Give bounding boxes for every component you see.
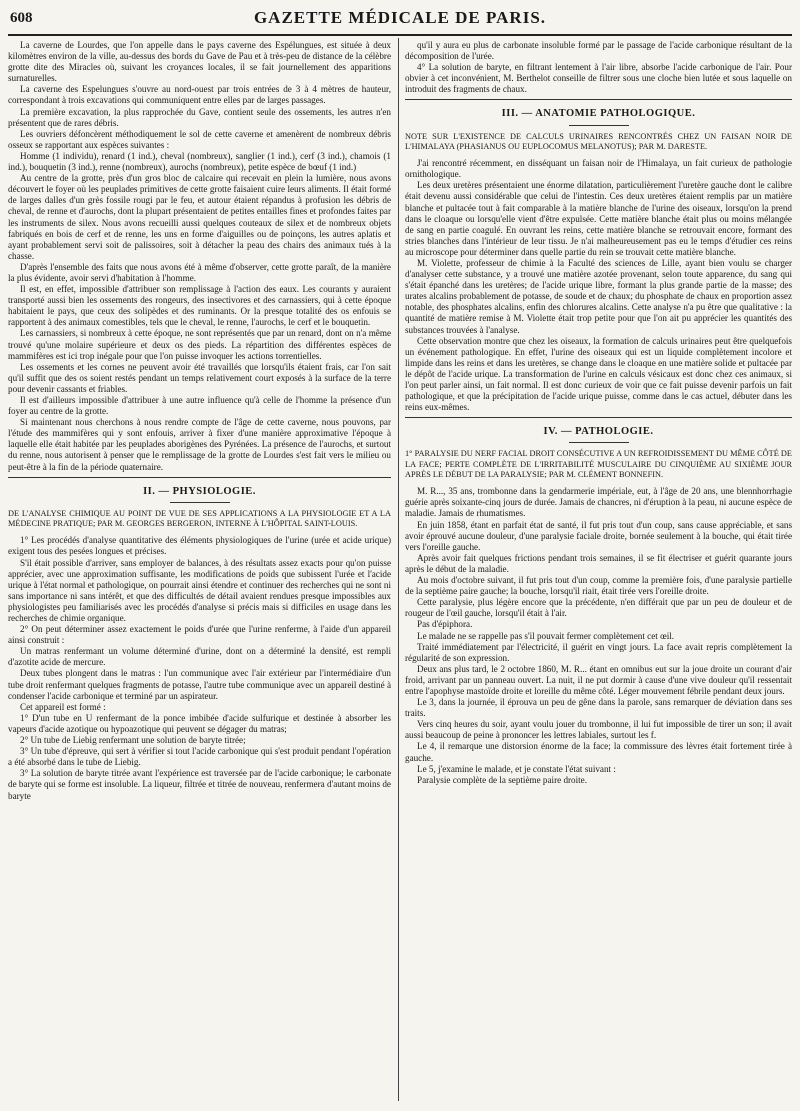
- left-column: [8, 40, 391, 1103]
- paragraph: Au centre de la grotte, près d'un gros bloc de calcaire qui recevait en plein la lumière, nous avons découvert le foyer où les peuplades primitives de cette grotte faisaient cuire leurs aliments. Il était formé de larges dalles d'un grès fossile rougi par le feu, et autour étaient répandus à profusion les débris de cheval, de renne et d'aurochs, dont la plupart présentaient de petites entailles fines et profondes faites par les instruments de silex. Nous avons recueilli aussi quelques couteaux de silex et de nombreux objets fabriqués en bois de cerf et de renne, les uns en forme d'aiguilles ou de poinçons, les autres aplatis et ayant probablement servi soit de palissoires, soit à détacher la peau des chairs des animaux tués à la chasse.: [8, 173, 391, 261]
- paragraph: Le 5, j'examine le malade, et je constate l'état suivant :: [417, 763, 616, 774]
- lourdes-cave-article: [8, 40, 391, 473]
- article-title-calculs-urinaires: NOTE SUR L'EXISTENCE DE CALCULS URINAIRES RENCONTRÉS CHEZ UN FAISAN NOIR DE L'HIMALAYA (PHASIANUS OU EUPLOCOMUS MELANOTUS); PAR M. DARESTE.: [405, 131, 792, 151]
- paragraph: La première excavation, la plus rapprochée du Gave, contient seule des ossements, les autres n'en présentent que de rares débris.: [8, 106, 391, 128]
- paragraph: 4° La solution de baryte, en filtrant lentement à l'air libre, absorbe l'acide carbonique de l'air. Pour obvier à cet inconvénient, M. Berthelot conseille de filtrer sous une cloche bien lutée et sous laquelle on introduit des fragments de chaux.: [405, 62, 792, 95]
- section-rule: [8, 477, 391, 478]
- paragraph: Homme (1 individu), renard (1 ind.), cheval (nombreux), sanglier (1 ind.), cerf (3 ind.), chamois (1 ind.), bouquetin (3 ind.), renne (nombreux), aurochs (nombreux), petite espèce de bœuf (1 ind.): [8, 150, 391, 173]
- paragraph: Le 3, dans la journée, il éprouva un peu de gêne dans la parole, sans remarquer de déviation dans ses traits.: [405, 697, 792, 719]
- article-title-analyse-chimique: DE L'ANALYSE CHIMIQUE AU POINT DE VUE DE SES APPLICATIONS A LA PHYSIOLOGIE ET A LA MÉDECINE PRATIQUE; PAR M. GEORGES BERGERON, INTERNE À L'HÔPITAL SAINT-LOUIS.: [8, 508, 391, 529]
- paragraph: Pas d'épiphora.: [417, 619, 473, 630]
- calculs-urinaires-article: [405, 158, 792, 413]
- paragraph: Le malade ne se rappelle pas s'il pouvait fermer complètement cet œil.: [417, 630, 675, 641]
- analyse-chimique-article: [8, 535, 391, 801]
- paragraph: qu'il y aura eu plus de carbonate insoluble formé par le passage de l'acide carbonique résultant de la décomposition de l'urée.: [405, 40, 792, 62]
- section-heading-pathologie: IV. — PATHOLOGIE.: [405, 426, 792, 443]
- paragraph: Les ossements et les cornes ne peuvent avoir été travaillés que lorsqu'ils étaient frais, car l'on sait qu'il suffit que des os soient restés pendant un temps relativement court exposés à la surface de la terre pour devenir cassants et friables.: [8, 361, 391, 394]
- paralysie-faciale-article: [405, 486, 792, 786]
- section-heading-anatomie-pathologique: III. — ANATOMIE PATHOLOGIQUE.: [405, 108, 792, 125]
- column-divider: [398, 38, 399, 1101]
- paragraph: Si maintenant nous cherchons à nous rendre compte de l'âge de cette caverne, nous pouvons, par l'étude des mammifères qui y sont enfouis, arriver à fixer d'une manière approximative l'époque à laquelle elle était habitée par les peuplades aborigènes des Pyrénées. La présence de l'aurochs, et surtout du renne, nous autorisent à penser que le remplissage de la grotte de Lourdes s'est fait vers le milieu ou peut-être à la fin de la période quaternaire.: [8, 417, 391, 472]
- paragraph: 2° On peut déterminer assez exactement le poids d'urée que l'urine renferme, à l'aide d'un appareil ainsi construit :: [8, 624, 391, 646]
- paragraph: Un matras renfermant un volume déterminé d'urine, dont on a déterminé la densité, est rempli d'azotite acide de mercure.: [8, 646, 391, 668]
- paragraph: M. R..., 35 ans, trombonne dans la gendarmerie impériale, eut, à l'âge de 20 ans, une blennhorrhagie guérie après soixante-cinq jours de durée. Jamais de chancres, ni d'éruption à la peau, ni aucune espèce de maladie. Jamais de rhumatismes.: [405, 486, 792, 519]
- paragraph: Les carnassiers, si nombreux à cette époque, ne sont représentés que par un renard, dont on n'a même trouvé qu'une molaire supérieure et deux os des pieds. La répartition des différentes espèces de mammifères est ici trop inégale pour que l'on puisse invoquer les actions torrentielles.: [8, 328, 391, 361]
- paragraph: La caverne des Espelungues s'ouvre au nord-ouest par trois entrées de 3 à 4 mètres de hauteur, correspondant à trois excavations qui communiquent entre elles par de larges passages.: [8, 84, 391, 106]
- page-header: [8, 6, 792, 36]
- paragraph: Cette observation montre que chez les oiseaux, la formation de calculs urinaires peut être quelquefois un événement pathologique. En effet, l'urine des oiseaux qui est un liquide complètement incolore et limpide dans les reins et dans les uretères, se change dans le cloaque en une matière solide et pultacée par le dépôt de l'acide urique. La transformation de l'urine en calculs vésicaux est donc chez ces animaux, si l'on peut parler ainsi, un fait normal. Il est donc curieux de voir que ce fait puisse devenir parfois un fait pathologique, et que la précipitation de l'acide urique puisse, comme dans le cas actuel, débuter dans les reins eux-mêmes.: [405, 335, 792, 413]
- paragraph: 2° Un tube de Liebig renfermant une solution de baryte titrée;: [20, 735, 246, 746]
- paragraph: Cet appareil est formé :: [20, 701, 106, 712]
- paragraph: Paralysie complète de la septième paire droite.: [417, 774, 588, 785]
- section-rule: [405, 99, 792, 100]
- paragraph: Il est, en effet, impossible d'attribuer son remplissage à l'action des eaux. Les courants y auraient transporté aussi bien les ossements des rongeurs, des insectivores et des carnassiers, qui à cette époque habitaient le pays, que ceux des solipèdes et des ruminants. Or la presque totalité des os enfouis se rapportent à des animaux comestibles, tels que le cheval, le renne, l'aurochs, le cerf et le bouquetin.: [8, 284, 391, 328]
- paragraph: En juin 1858, étant en parfait état de santé, il fut pris tout d'un coup, sans cause appréciable, et sans avoir éprouvé aucune douleur, d'une paralysie faciale droite, bornée seulement à la bouche, qui était tirée vers l'oreille gauche.: [405, 519, 792, 552]
- paragraph: Traité immédiatement par l'électricité, il guérit en vingt jours. La face avait repris complètement la régularité de son expression.: [405, 641, 792, 663]
- paragraph: Il est d'ailleurs impossible d'attribuer à une autre influence qu'à celle de l'homme la présence d'un foyer au centre de la grotte.: [8, 395, 391, 417]
- paragraph: J'ai rencontré récemment, en disséquant un faisan noir de l'Himalaya, un fait curieux de pathologie ornithologique.: [405, 158, 792, 180]
- section-heading-physiologie: II. — PHYSIOLOGIE.: [8, 486, 391, 503]
- paragraph: S'il était possible d'arriver, sans employer de balances, à des résultats assez exacts pour qu'on puisse apprécier, avec une approximation suffisante, les modifications de poids que subissent l'urée et l'acide urique à l'état normal et pathologique, on pourrait ainsi étendre et continuer des recherches qui ne sont ni sans importance ni sans intérêt, et que des difficultés de détail avaient rendues presque impossibles aux physiologistes peu familiarisés avec les procédés d'analyse si précis mais si difficiles en usage dans les recherches de chimie organique.: [8, 557, 391, 623]
- paragraph: Deux tubes plongent dans le matras : l'un communique avec l'air extérieur par l'intermédiaire d'un tube droit renfermant quelques fragments de potasse, l'autre tube communique avec un appareil destiné à condenser l'acide carbonique et terminé par un aspirateur.: [8, 668, 391, 701]
- paragraph: Deux ans plus tard, le 2 octobre 1860, M. R... étant en omnibus eut sur la joue droite un courant d'air froid, arrivant par un panneau ouvert. La nuit, il ne put dormir à cause d'une vive douleur qu'il ressentait entre l'apophyse mastoïde droite et loreille du même côté. Léger mouvement fébrile pendant deux jours.: [405, 663, 792, 696]
- paragraph: Vers cinq heures du soir, ayant voulu jouer du trombonne, il lui fut impossible de tirer un son; il avait aussi beaucoup de peine à prononcer les lettres labiales, surtout les f.: [405, 719, 792, 741]
- paragraph: La caverne de Lourdes, que l'on appelle dans le pays caverne des Espélungues, est située à deux kilomètres environ de la ville, au-dessus des bords du Gave de Pau et à très-peu de distance de la célèbre grotte dite des Miracles où, suivant les croyances locales, il se fait journellement des apparitions surnaturelles.: [8, 40, 391, 84]
- paragraph: Après avoir fait quelques frictions pendant trois semaines, il se fit électriser et guérit quarante jours après le début de la maladie.: [405, 552, 792, 574]
- paragraph: Les deux uretères présentaient une énorme dilatation, particulièrement l'uretère gauche dont le calibre était devenu aussi considérable que celui de l'intestin. Ces deux uretères étaient remplis par un matière blanche et pultacée tout à fait comparable à la matière blanche de l'urine des oiseaux, lorsqu'on la prend dans le cloaque ou lorsqu'elle vient d'être expulsée. Cette matière blanche était plus ou moins mélangée de sang en partie coagulé. En ouvrant les reins, cette matière blanche se retrouvait encore, formant des stries blanches dans l'intérieur de leur tissu. Je n'ai malheureusement pas eu le temps d'étudier ces reins au microscope pour déterminer dans quelle partie du rein se trouvait cette matière blanche.: [405, 180, 792, 257]
- paragraph: 3° Un tube d'épreuve, qui sert à vérifier si tout l'acide carbonique qui s'est produit pendant l'opération a été absorbé dans le tube de Liebig.: [8, 746, 391, 768]
- page-number: 608: [10, 10, 33, 26]
- section-rule: [405, 417, 792, 418]
- paragraph: D'après l'ensemble des faits que nous avons été à même d'observer, cette grotte paraît, de la manière la plus évidente, avoir servi d'habitation à l'homme.: [8, 261, 391, 283]
- paragraph: Cette paralysie, plus légère encore que la précédente, n'en différait que par un peu de douleur et de rougeur de l'œil gauche, lorsqu'il était à l'air.: [405, 597, 792, 619]
- right-column: [405, 40, 792, 1103]
- analyse-chimique-continuation: [405, 40, 792, 95]
- paragraph: 1° D'un tube en U renfermant de la ponce imbibée d'acide sulfurique et destinée à absorber les vapeurs d'acide azotique ou hypoazotique qui peuvent se dégager du matras;: [8, 712, 391, 734]
- paragraph: Au mois d'octobre suivant, il fut pris tout d'un coup, comme la première fois, d'une paralysie partielle de la septième paire gauche; la bouche, lorsqu'il riait, était tirée vers l'oreille droite.: [405, 575, 792, 597]
- paragraph: Le 4, il remarque une distorsion énorme de la face; la commissure des lèvres était fortement tirée à gauche.: [405, 741, 792, 763]
- article-title-paralysie-faciale: 1° PARALYSIE DU NERF FACIAL DROIT CONSÉCUTIVE A UN REFROIDISSEMENT DU MÊME CÔTÉ DE LA FACE; PERTE COMPLÈTE DE L'IRRITABILITÉ MUSCULAIRE DU CINQUIÈME AU SIXIÈME JOUR APRÈS LE DÉBUT DE LA PARALYSIE; PAR M. CLÉMENT BONNEFIN.: [405, 449, 792, 479]
- paragraph: 1° Les procédés d'analyse quantitative des éléments physiologiques de l'urine (urée et acide urique) exigent tous des pesées longues et précises.: [8, 535, 391, 557]
- journal-title: GAZETTE MÉDICALE DE PARIS.: [253, 8, 547, 27]
- paragraph: Les ouvriers défoncèrent méthodiquement le sol de cette caverne et amenèrent de nombreux débris osseux se rapportant aux espèces suivantes :: [8, 128, 391, 150]
- paragraph: 3° La solution de baryte titrée avant l'expérience est traversée par de l'acide carbonique; le carbonate de baryte qui se forme est insoluble. La liqueur, filtrée et titrée de nouveau, renfermera d'autant moins de baryte: [8, 768, 391, 801]
- paragraph: M. Violette, professeur de chimie à la Faculté des sciences de Lille, ayant bien voulu se charger d'analyser cette substance, y a trouvé une matière azotée provenant, selon toute apparence, du sang qui s'était épanché dans les uretères; de l'acide urique libre, formant la plus grande partie de la masse; des urates alcalins probablement de potasse, de soude et de chaux; du phosphate de chaux en proportion assez notable, des phosphates alcalins, enfin des chlorures alcalins. Cette analyse n'a pu être que qualitative : la quantité de matière remise à M. Violette était trop petite pour que l'on ait pu apprécier les quantités des substances trouvées à l'analyse.: [405, 258, 792, 335]
